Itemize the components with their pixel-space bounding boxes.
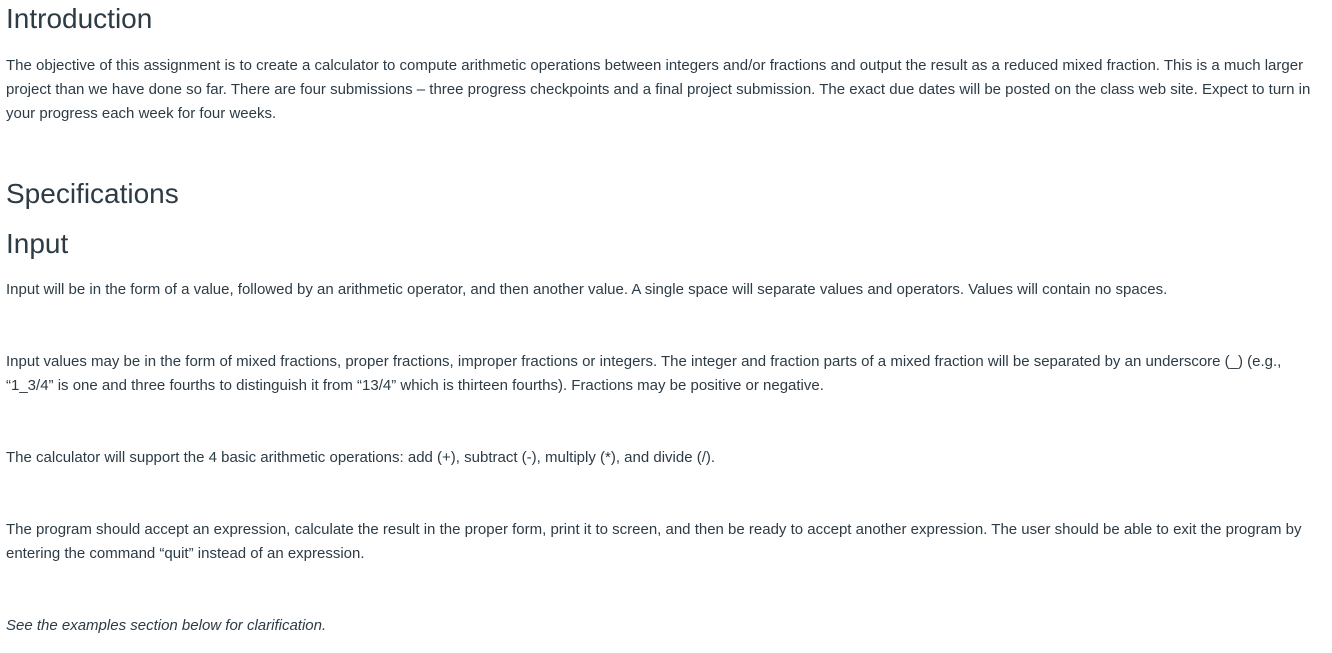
see-examples-note: See the examples section below for clarification. — [6, 617, 327, 634]
introduction-paragraph: The objective of this assignment is to create a calculator to compute arithmetic operations between integers and/or fractions and output the result as a reduced mixed fraction. This is a much larger project than we have done so far. There are four submissions – three progress checkpoints and a final project submission. The exact due dates will be posted on the class web site. Expect to turn in your progress each week for four weeks. — [6, 57, 1311, 122]
program-flow-paragraph: The program should accept an expression, calculate the result in the proper form, print it to screen, and then be ready to accept another expression. The user should be able to exit the program by entering the command “quit” instead of an expression. — [6, 521, 1302, 562]
operations-paragraph: The calculator will support the 4 basic arithmetic operations: add (+), subtract (-), multiply (*), and divide (/). — [6, 449, 716, 466]
input-heading: Input — [6, 228, 69, 259]
input-form-paragraph: Input will be in the form of a value, followed by an arithmetic operator, and then another value. A single space will separate values and operators. Values will contain no spaces. — [6, 281, 1168, 298]
input-values-paragraph: Input values may be in the form of mixed fractions, proper fractions, improper fractions or integers. The integer and fraction parts of a mixed fraction will be separated by an underscore (_) (e.g., “1_3/4” is one and three fourths to distinguish it from “13/4” which is thirteen fourths). Fractions may be positive or negative. — [6, 353, 1282, 394]
introduction-heading: Introduction — [6, 3, 153, 34]
specifications-heading: Specifications — [6, 178, 179, 209]
